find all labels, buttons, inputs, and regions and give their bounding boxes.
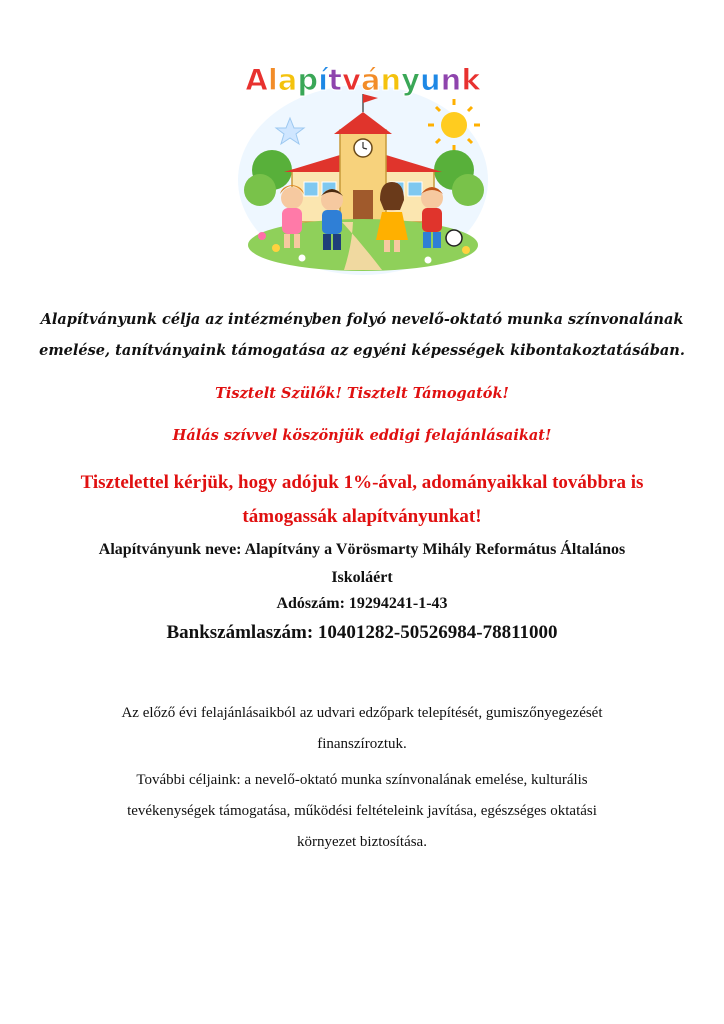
logo-title-letter: í xyxy=(318,63,329,97)
logo-title-letter: u xyxy=(420,63,441,97)
goals-line-2: tevékenységek támogatása, működési feltételeink javítása, egészséges oktatási xyxy=(127,803,597,819)
tax-number: Adószám: 19294241-1-43 xyxy=(276,595,448,612)
request-line-1: Tisztelettel kérjük, hogy adójuk 1%-ával, adományaikkal továbbra is xyxy=(80,472,644,493)
logo-title-letter: v xyxy=(341,63,361,97)
foundation-name-line-2: Iskoláért xyxy=(331,569,393,586)
previous-year-paragraph xyxy=(0,698,724,760)
logo-title-letter: p xyxy=(297,63,319,97)
logo-title-letter: n xyxy=(380,63,402,97)
logo-title-letter: y xyxy=(401,63,421,97)
foundation-name-line-1: Alapítványunk neve: Alapítvány a Vörösmarty Mihály Református Általános xyxy=(98,541,626,558)
previous-line-1: Az előző évi felajánlásaikból az udvari edzőpark telepítését, gumiszőnyegezését xyxy=(121,705,603,721)
intro-line-1: Alapítványunk célja az intézményben folyó nevelő-oktató munka színvonalának xyxy=(40,311,684,328)
request-line-2: támogassák alapítványunkat! xyxy=(242,506,482,527)
greeting-line-2: Hálás szívvel köszönjük eddigi felajánlásaikat! xyxy=(172,427,552,444)
logo-title-letter: l xyxy=(267,63,278,97)
logo-title-letter: k xyxy=(461,63,481,97)
logo-title xyxy=(245,63,481,97)
goals-paragraph xyxy=(0,765,724,858)
donation-request xyxy=(0,466,724,534)
intro-text xyxy=(0,304,724,366)
foundation-name xyxy=(0,536,724,592)
goals-line-1: További céljaink: a nevelő-oktató munka színvonalának emelése, kulturális xyxy=(136,772,588,788)
logo-title-letter: á xyxy=(360,63,381,97)
goals-line-3: környezet biztosítása. xyxy=(297,834,427,850)
intro-line-2: emelése, tanítványaink támogatása az egyéni képességek kibontakoztatásában. xyxy=(39,342,685,359)
bank-account: Bankszámlaszám: 10401282-50526984-78811000 xyxy=(166,622,558,643)
school-illustration xyxy=(232,30,494,282)
ball-icon xyxy=(446,230,462,246)
greeting-line-1: Tisztelt Szülők! Tisztelt Támogatók! xyxy=(215,385,509,402)
logo-title-letter: A xyxy=(245,63,268,97)
logo-title-letter: a xyxy=(277,63,298,97)
previous-line-2: finanszíroztuk. xyxy=(317,736,407,752)
logo-title-letter: t xyxy=(328,63,342,97)
logo-title-letter: n xyxy=(440,63,462,97)
foundation-logo xyxy=(232,30,494,282)
